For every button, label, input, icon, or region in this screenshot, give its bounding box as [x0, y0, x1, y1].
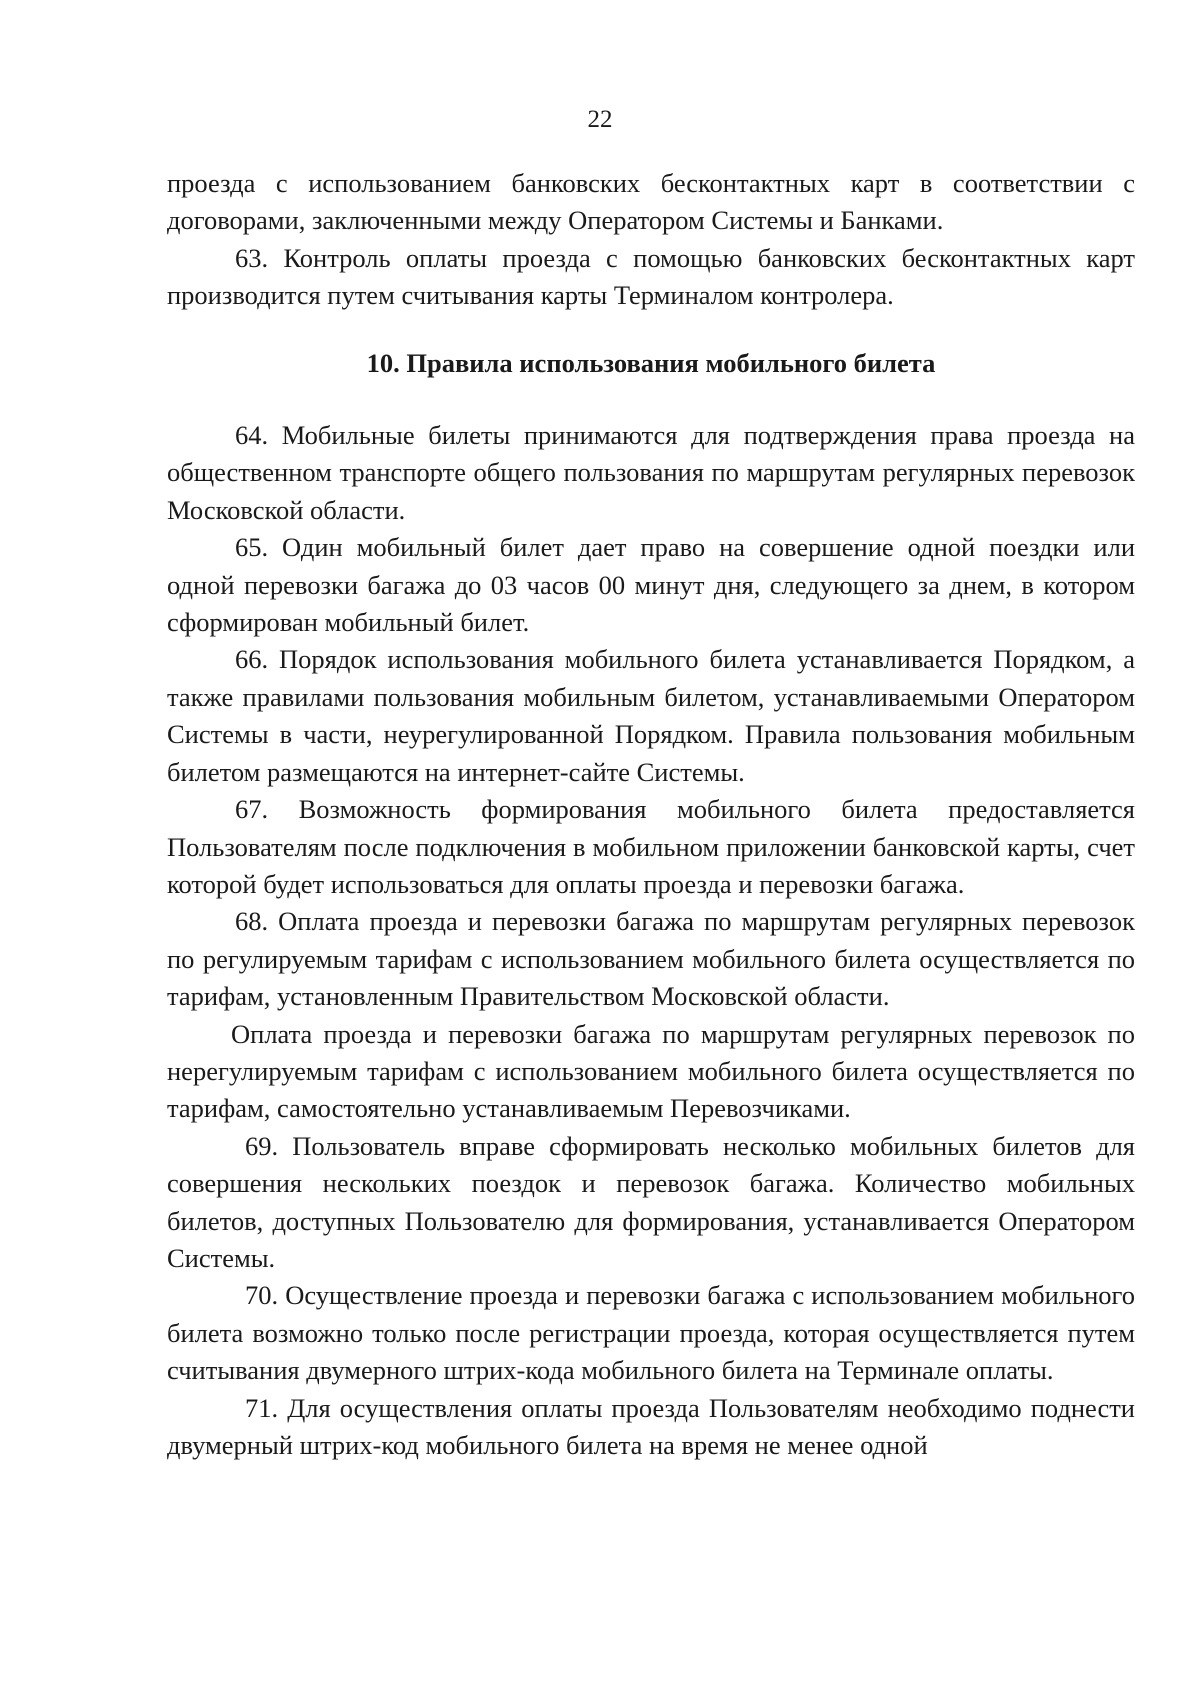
paragraph-66: 66. Порядок использования мобильного билета устанавливается Порядком, а также правилами пользования мобильным билетом, устанавливаемыми Оператором Системы в части, неурегулированной Порядком. Правила пользования мобильным билетом размещаются на интернет-сайте Системы. — [167, 644, 1135, 787]
section-title: 10. Правила использования мобильного билета — [366, 347, 936, 378]
paragraph-70: 70. Осуществление проезда и перевозки багажа с использованием мобильного билета возможно только после регистрации проезда, которая осуществляется путем считывания двумерного штрих-кода мобильного билета на Терминале оплаты. — [167, 1280, 1135, 1386]
paragraph-68-cont: Оплата проезда и перевозки багажа по маршрутам регулярных перевозок по нерегулируемым тарифам с использованием мобильного билета осуществляется по тарифам, самостоятельно устанавливаемым Перевозчиками. — [167, 1018, 1135, 1124]
document-body — [167, 165, 1135, 1464]
paragraph-69: 69. Пользователь вправе сформировать несколько мобильных билетов для совершения нескольких поездок и перевозок багажа. Количество мобильных билетов, доступных Пользователю для формирования, устанавливается Оператором Системы. — [167, 1130, 1135, 1273]
paragraph-64: 64. Мобильные билеты принимаются для подтверждения права проезда на общественном транспорте общего пользования по маршрутам регулярных перевозок Московской области. — [167, 420, 1135, 525]
paragraph-71: 71. Для осуществления оплаты проезда Пользователям необходимо поднести двумерный штрих-код мобильного билета на время не менее одной — [167, 1392, 1135, 1460]
page-number: 22 — [587, 106, 613, 133]
paragraph-65: 65. Один мобильный билет дает право на совершение одной поездки или одной перевозки багажа до 03 часов 00 минут дня, следующего за днем, в котором сформирован мобильный билет. — [167, 532, 1135, 638]
paragraph-continuation: проезда с использованием банковских бесконтактных карт в соответствии с договорами, заключенными между Оператором Системы и Банками. — [167, 168, 1135, 236]
paragraph-63: 63. Контроль оплаты проезда с помощью банковских бесконтактных карт производится путем считывания карты Терминалом контролера. — [167, 242, 1135, 311]
paragraph-67: 67. Возможность формирования мобильного билета предоставляется Пользователям после подключения в мобильном приложении банковской карты, счет которой будет использоваться для оплаты проезда и перевозки багажа. — [167, 794, 1135, 899]
paragraph-68: 68. Оплата проезда и перевозки багажа по маршрутам регулярных перевозок по регулируемым тарифам с использованием мобильного билета осуществляется по тарифам, установленным Правительством Московской области. — [167, 906, 1135, 1012]
